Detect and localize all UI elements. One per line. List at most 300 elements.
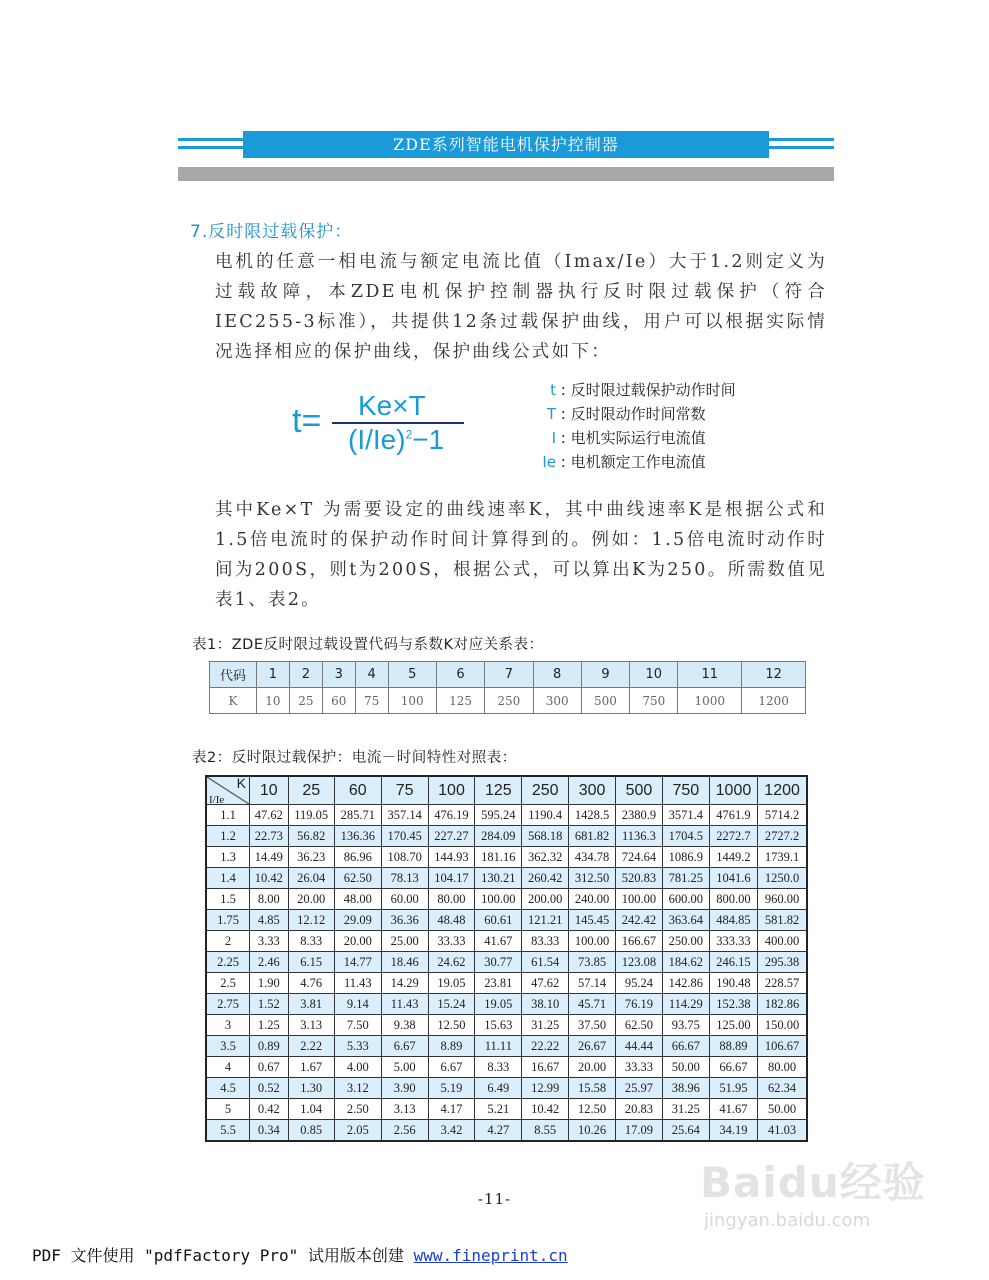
time-cell: 47.62 (250, 805, 289, 826)
corner-cell (206, 776, 250, 805)
corner-i: I/Ie (209, 794, 225, 806)
time-cell: 25.00 (381, 931, 428, 952)
time-cell: 600.00 (662, 889, 709, 910)
time-cell: 166.67 (616, 931, 663, 952)
code-cell: 8 (533, 662, 581, 688)
ratio-cell: 5.5 (206, 1120, 250, 1142)
section-title: 7.反时限过载保护： (190, 222, 353, 242)
pdf-footer (32, 1243, 568, 1266)
time-cell: 100.00 (616, 889, 663, 910)
time-cell: 10.42 (522, 1099, 569, 1120)
footer-link[interactable]: www.fineprint.cn (413, 1246, 568, 1265)
time-cell: 47.62 (522, 973, 569, 994)
time-cell: 106.67 (758, 1036, 807, 1057)
ratio-cell: 1.75 (206, 910, 250, 931)
legend-item: Ie : 电机额定工作电流值 (530, 450, 736, 474)
formula-lhs: t= (292, 402, 322, 440)
ratio-cell: 1.3 (206, 847, 250, 868)
time-cell: 50.00 (662, 1057, 709, 1078)
time-cell: 595.24 (475, 805, 522, 826)
time-cell: 12.99 (522, 1078, 569, 1099)
k-cell: 1200 (742, 688, 806, 714)
time-cell: 18.46 (381, 952, 428, 973)
watermark (700, 1150, 926, 1231)
corner-k: K (236, 775, 246, 791)
time-cell: 960.00 (758, 889, 807, 910)
time-cell: 20.00 (569, 1057, 616, 1078)
time-cell: 37.50 (569, 1015, 616, 1036)
time-cell: 6.67 (381, 1036, 428, 1057)
time-cell: 56.82 (288, 826, 334, 847)
time-cell: 240.00 (569, 889, 616, 910)
row-label: 代码 (210, 662, 257, 688)
header-row (206, 776, 807, 805)
time-cell: 152.38 (709, 994, 757, 1015)
time-cell: 114.29 (662, 994, 709, 1015)
page-number: -11- (477, 1190, 512, 1208)
time-cell: 285.71 (334, 805, 381, 826)
time-cell: 86.96 (334, 847, 381, 868)
time-cell: 19.05 (428, 973, 475, 994)
table-row (206, 1015, 807, 1036)
table-row (206, 994, 807, 1015)
time-cell: 12.50 (569, 1099, 616, 1120)
time-cell: 227.27 (428, 826, 475, 847)
table-row (206, 1099, 807, 1120)
time-cell: 33.33 (428, 931, 475, 952)
time-cell: 83.33 (522, 931, 569, 952)
k-cell: 250 (485, 688, 533, 714)
time-cell: 80.00 (758, 1057, 807, 1078)
time-cell: 22.73 (250, 826, 289, 847)
formula-denominator (348, 424, 444, 456)
time-cell: 104.17 (428, 868, 475, 889)
time-cell: 3.13 (288, 1015, 334, 1036)
denominator-exponent: 2 (405, 427, 413, 442)
time-cell: 1041.6 (709, 868, 757, 889)
time-cell: 3.33 (250, 931, 289, 952)
code-cell: 3 (322, 662, 355, 688)
time-cell: 44.44 (616, 1036, 663, 1057)
time-cell: 41.03 (758, 1120, 807, 1142)
k-cell: 125 (436, 688, 484, 714)
time-cell: 11.43 (381, 994, 428, 1015)
time-cell: 8.33 (475, 1057, 522, 1078)
time-cell: 100.00 (475, 889, 522, 910)
explanation-paragraph: 其中Ke×T 为需要设定的曲线速率K，其中曲线速率K是根据公式和1.5倍电流时的保护动作时间计算得到的。例如：1.5倍电流时动作时间为200S，则t为200S，根据公式，可以算出K为250。所需数值见表1、表2。 (215, 500, 827, 610)
legend-symbol: Ie (542, 453, 556, 471)
time-cell: 1250.0 (758, 868, 807, 889)
time-cell: 362.32 (522, 847, 569, 868)
time-cell: 1.04 (288, 1099, 334, 1120)
time-cell: 20.00 (334, 931, 381, 952)
time-cell: 26.04 (288, 868, 334, 889)
ratio-cell: 3.5 (206, 1036, 250, 1057)
time-cell: 6.67 (428, 1057, 475, 1078)
ratio-cell: 5 (206, 1099, 250, 1120)
time-cell: 3.90 (381, 1078, 428, 1099)
time-cell: 38.10 (522, 994, 569, 1015)
time-cell: 78.13 (381, 868, 428, 889)
time-cell: 724.64 (616, 847, 663, 868)
time-cell: 150.00 (758, 1015, 807, 1036)
time-cell: 1739.1 (758, 847, 807, 868)
code-cell: 2 (289, 662, 322, 688)
time-cell: 242.42 (616, 910, 663, 931)
time-cell: 22.22 (522, 1036, 569, 1057)
time-cell: 800.00 (709, 889, 757, 910)
time-cell: 24.62 (428, 952, 475, 973)
time-cell: 125.00 (709, 1015, 757, 1036)
watermark-url: jingyan.baidu.com (704, 1210, 871, 1231)
time-cell: 142.86 (662, 973, 709, 994)
header-divider (178, 167, 834, 181)
time-cell: 62.34 (758, 1078, 807, 1099)
time-cell: 130.21 (475, 868, 522, 889)
time-cell: 250.00 (662, 931, 709, 952)
time-cell: 8.89 (428, 1036, 475, 1057)
legend-desc: 电机额定工作电流值 (570, 453, 706, 471)
time-cell: 182.86 (758, 994, 807, 1015)
time-cell: 2727.2 (758, 826, 807, 847)
time-cell: 51.95 (709, 1078, 757, 1099)
time-cell: 170.45 (381, 826, 428, 847)
time-cell: 36.36 (381, 910, 428, 931)
row-label: K (210, 688, 257, 714)
time-cell: 2.56 (381, 1120, 428, 1142)
time-cell: 3.81 (288, 994, 334, 1015)
time-cell: 100.00 (569, 931, 616, 952)
time-cell: 5714.2 (758, 805, 807, 826)
time-cell: 16.67 (522, 1057, 569, 1078)
time-cell: 1.67 (288, 1057, 334, 1078)
ratio-cell: 4 (206, 1057, 250, 1078)
code-cell: 6 (436, 662, 484, 688)
time-cell: 4.27 (475, 1120, 522, 1142)
legend-symbol: t (550, 381, 556, 399)
time-cell: 80.00 (428, 889, 475, 910)
code-cell: 10 (630, 662, 678, 688)
time-cell: 0.52 (250, 1078, 289, 1099)
time-cell: 14.77 (334, 952, 381, 973)
time-cell: 2.46 (250, 952, 289, 973)
time-cell: 1449.2 (709, 847, 757, 868)
time-cell: 0.67 (250, 1057, 289, 1078)
column-header: 75 (381, 776, 428, 805)
time-cell: 2.05 (334, 1120, 381, 1142)
k-cell: 100 (388, 688, 436, 714)
legend-desc: 反时限过载保护动作时间 (570, 381, 736, 399)
table1-caption: 表1：ZDE反时限过载设置代码与系数K对应关系表： (192, 637, 544, 653)
time-cell: 484.85 (709, 910, 757, 931)
column-header: 300 (569, 776, 616, 805)
time-cell: 3.42 (428, 1120, 475, 1142)
footer-text: PDF 文件使用 "pdfFactory Pro" 试用版本创建 (32, 1246, 414, 1265)
time-cell: 9.38 (381, 1015, 428, 1036)
time-cell: 31.25 (522, 1015, 569, 1036)
denominator-tail: −1 (412, 424, 445, 455)
time-cell: 295.38 (758, 952, 807, 973)
time-cell: 568.18 (522, 826, 569, 847)
k-cell: 75 (355, 688, 388, 714)
ratio-cell: 1.5 (206, 889, 250, 910)
column-header: 1000 (709, 776, 757, 805)
k-cell: 10 (257, 688, 290, 714)
header-rule-left-2 (178, 146, 243, 149)
time-cell: 333.33 (709, 931, 757, 952)
time-cell: 260.42 (522, 868, 569, 889)
time-cell: 41.67 (475, 931, 522, 952)
time-cell: 4.17 (428, 1099, 475, 1120)
time-cell: 0.34 (250, 1120, 289, 1142)
k-cell: 500 (581, 688, 629, 714)
time-cell: 73.85 (569, 952, 616, 973)
time-cell: 25.64 (662, 1120, 709, 1142)
time-cell: 30.77 (475, 952, 522, 973)
time-cell: 61.54 (522, 952, 569, 973)
time-cell: 123.08 (616, 952, 663, 973)
time-cell: 9.14 (334, 994, 381, 1015)
time-cell: 31.25 (662, 1099, 709, 1120)
time-cell: 5.19 (428, 1078, 475, 1099)
k-cell: 1000 (678, 688, 742, 714)
table-row (206, 847, 807, 868)
time-cell: 15.24 (428, 994, 475, 1015)
time-cell: 11.11 (475, 1036, 522, 1057)
time-cell: 20.00 (288, 889, 334, 910)
formula-legend (530, 378, 736, 474)
time-cell: 62.50 (616, 1015, 663, 1036)
table-row (206, 889, 807, 910)
legend-symbol: T (546, 405, 556, 423)
column-header: 250 (522, 776, 569, 805)
time-cell: 12.12 (288, 910, 334, 931)
time-cell: 4761.9 (709, 805, 757, 826)
time-cell: 1.90 (250, 973, 289, 994)
time-cell: 41.67 (709, 1099, 757, 1120)
time-cell: 66.67 (709, 1057, 757, 1078)
legend-desc: 反时限动作时间常数 (570, 405, 706, 423)
header-rule-right (769, 138, 834, 141)
time-cell: 1.30 (288, 1078, 334, 1099)
time-cell: 3.13 (381, 1099, 428, 1120)
legend-symbol: I (551, 429, 556, 447)
time-cell: 145.45 (569, 910, 616, 931)
time-cell: 45.71 (569, 994, 616, 1015)
header-title: ZDE系列智能电机保护控制器 (243, 131, 769, 158)
time-cell: 581.82 (758, 910, 807, 931)
column-header: 125 (475, 776, 522, 805)
time-cell: 6.49 (475, 1078, 522, 1099)
time-cell: 184.62 (662, 952, 709, 973)
time-cell: 10.42 (250, 868, 289, 889)
table-row (206, 973, 807, 994)
time-cell: 284.09 (475, 826, 522, 847)
time-cell: 10.26 (569, 1120, 616, 1142)
time-cell: 1190.4 (522, 805, 569, 826)
column-header: 10 (250, 776, 289, 805)
ratio-cell: 2.5 (206, 973, 250, 994)
time-cell: 121.21 (522, 910, 569, 931)
time-cell: 14.49 (250, 847, 289, 868)
current-time-table (205, 775, 808, 1142)
time-cell: 93.75 (662, 1015, 709, 1036)
time-cell: 476.19 (428, 805, 475, 826)
column-header: 60 (334, 776, 381, 805)
time-cell: 781.25 (662, 868, 709, 889)
time-cell: 2.50 (334, 1099, 381, 1120)
time-cell: 1.25 (250, 1015, 289, 1036)
time-cell: 228.57 (758, 973, 807, 994)
table2-caption: 表2：反时限过载保护：电流－时间特性对照表： (192, 750, 517, 766)
ratio-cell: 2.25 (206, 952, 250, 973)
time-cell: 50.00 (758, 1099, 807, 1120)
code-cell: 4 (355, 662, 388, 688)
ratio-cell: 1.2 (206, 826, 250, 847)
time-cell: 95.24 (616, 973, 663, 994)
code-cell: 11 (678, 662, 742, 688)
time-cell: 5.21 (475, 1099, 522, 1120)
time-cell: 2.22 (288, 1036, 334, 1057)
time-cell: 20.83 (616, 1099, 663, 1120)
time-cell: 34.19 (709, 1120, 757, 1142)
time-cell: 6.15 (288, 952, 334, 973)
time-cell: 144.93 (428, 847, 475, 868)
time-cell: 26.67 (569, 1036, 616, 1057)
table-row (206, 868, 807, 889)
time-cell: 25.97 (616, 1078, 663, 1099)
code-cell: 9 (581, 662, 629, 688)
time-cell: 60.00 (381, 889, 428, 910)
time-cell: 48.48 (428, 910, 475, 931)
time-cell: 4.85 (250, 910, 289, 931)
time-cell: 4.00 (334, 1057, 381, 1078)
time-cell: 60.61 (475, 910, 522, 931)
ratio-cell: 2 (206, 931, 250, 952)
time-cell: 1704.5 (662, 826, 709, 847)
k-cell: 750 (630, 688, 678, 714)
table-row (206, 805, 807, 826)
time-cell: 357.14 (381, 805, 428, 826)
time-cell: 2272.7 (709, 826, 757, 847)
code-cell: 12 (742, 662, 806, 688)
watermark-logo: Baidu经验 (700, 1158, 926, 1207)
formula-numerator: Ke×T (358, 390, 426, 421)
k-cell: 300 (533, 688, 581, 714)
intro-paragraph: 电机的任意一相电流与额定电流比值（Imax/Ie）大于1.2则定义为过载故障，本ZDE电机保护控制器执行反时限过载保护（符合IEC255-3标准），共提供12条过载保护曲线，用户可以根据实际情况选择相应的保护曲线，保护曲线公式如下： (215, 252, 827, 362)
time-cell: 1086.9 (662, 847, 709, 868)
table-row (206, 1057, 807, 1078)
header-rule-left (178, 138, 243, 141)
time-cell: 434.78 (569, 847, 616, 868)
column-header: 500 (616, 776, 663, 805)
time-cell: 48.00 (334, 889, 381, 910)
time-cell: 33.33 (616, 1057, 663, 1078)
time-cell: 312.50 (569, 868, 616, 889)
time-cell: 14.29 (381, 973, 428, 994)
code-cell: 7 (485, 662, 533, 688)
time-cell: 136.36 (334, 826, 381, 847)
time-cell: 5.00 (381, 1057, 428, 1078)
time-cell: 246.15 (709, 952, 757, 973)
time-cell: 11.43 (334, 973, 381, 994)
time-cell: 1428.5 (569, 805, 616, 826)
legend-item: t : 反时限过载保护动作时间 (530, 378, 736, 402)
time-cell: 200.00 (522, 889, 569, 910)
time-cell: 76.19 (616, 994, 663, 1015)
table-row (206, 826, 807, 847)
k-cell: 25 (289, 688, 322, 714)
code-cell: 5 (388, 662, 436, 688)
time-cell: 38.96 (662, 1078, 709, 1099)
denominator-base: (I/Ie) (348, 424, 406, 455)
table-row (206, 1120, 807, 1142)
time-cell: 3.12 (334, 1078, 381, 1099)
time-cell: 0.89 (250, 1036, 289, 1057)
time-cell: 119.05 (288, 805, 334, 826)
time-cell: 7.50 (334, 1015, 381, 1036)
time-cell: 4.76 (288, 973, 334, 994)
table-row (206, 952, 807, 973)
time-cell: 2380.9 (616, 805, 663, 826)
code-k-table (209, 661, 806, 714)
time-cell: 15.63 (475, 1015, 522, 1036)
time-cell: 190.48 (709, 973, 757, 994)
time-cell: 681.82 (569, 826, 616, 847)
time-cell: 66.67 (662, 1036, 709, 1057)
time-cell: 23.81 (475, 973, 522, 994)
time-cell: 19.05 (475, 994, 522, 1015)
time-cell: 0.42 (250, 1099, 289, 1120)
time-cell: 520.83 (616, 868, 663, 889)
time-cell: 363.64 (662, 910, 709, 931)
time-cell: 8.33 (288, 931, 334, 952)
time-cell: 29.09 (334, 910, 381, 931)
time-cell: 62.50 (334, 868, 381, 889)
time-cell: 88.89 (709, 1036, 757, 1057)
header-rule-right-2 (769, 146, 834, 149)
table-row (206, 910, 807, 931)
table-row (206, 1036, 807, 1057)
time-cell: 15.58 (569, 1078, 616, 1099)
legend-item: I : 电机实际运行电流值 (530, 426, 736, 450)
time-cell: 1136.3 (616, 826, 663, 847)
time-cell: 1.52 (250, 994, 289, 1015)
time-cell: 57.14 (569, 973, 616, 994)
time-cell: 3571.4 (662, 805, 709, 826)
column-header: 100 (428, 776, 475, 805)
k-row (210, 688, 806, 714)
time-cell: 8.55 (522, 1120, 569, 1142)
time-cell: 17.09 (616, 1120, 663, 1142)
column-header: 1200 (758, 776, 807, 805)
legend-desc: 电机实际运行电流值 (570, 429, 706, 447)
legend-item: T : 反时限动作时间常数 (530, 402, 736, 426)
table-row (206, 1078, 807, 1099)
time-cell: 400.00 (758, 931, 807, 952)
column-header: 750 (662, 776, 709, 805)
ratio-cell: 1.1 (206, 805, 250, 826)
table-row (206, 931, 807, 952)
ratio-cell: 3 (206, 1015, 250, 1036)
time-cell: 5.33 (334, 1036, 381, 1057)
column-header: 25 (288, 776, 334, 805)
time-cell: 12.50 (428, 1015, 475, 1036)
ratio-cell: 4.5 (206, 1078, 250, 1099)
time-cell: 36.23 (288, 847, 334, 868)
k-cell: 60 (322, 688, 355, 714)
ratio-cell: 2.75 (206, 994, 250, 1015)
